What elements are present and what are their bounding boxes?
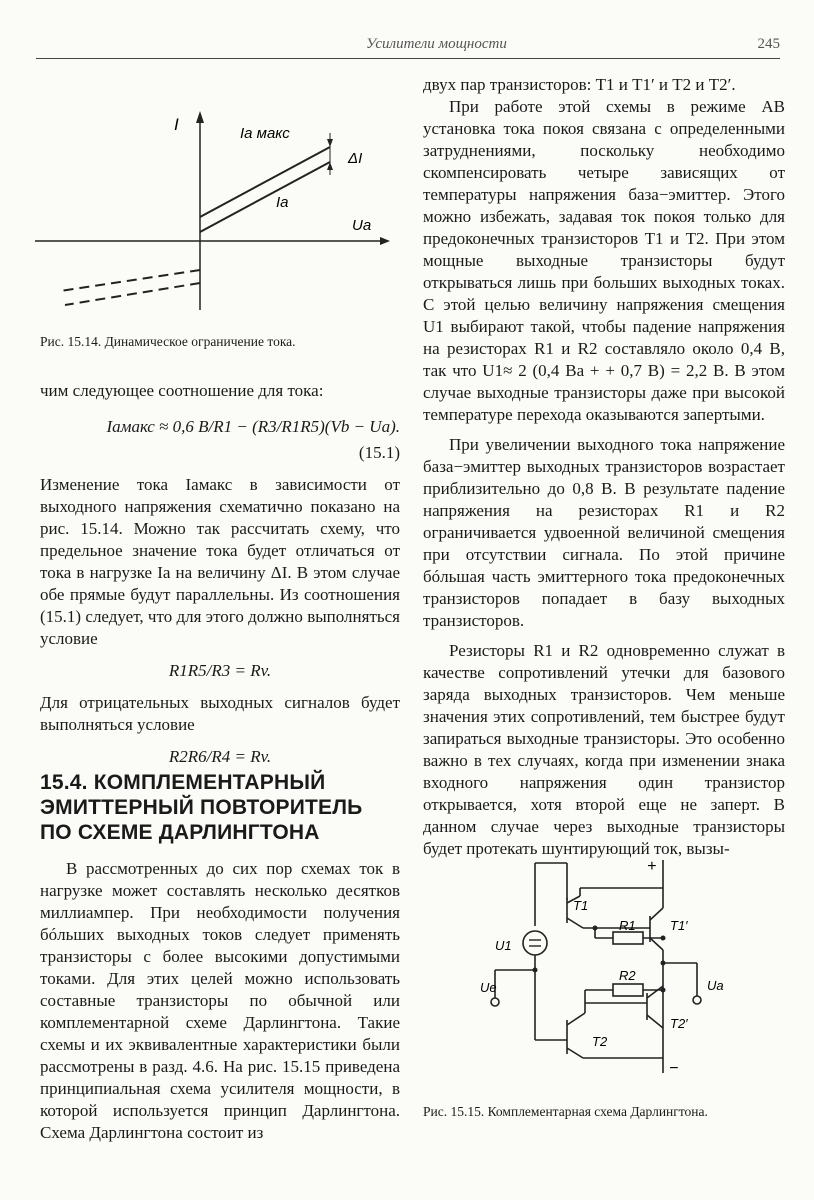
left-column-lower (40, 858, 400, 1144)
delta-arrow-top (327, 139, 333, 147)
r2-label: R2 (619, 968, 636, 983)
ia-label: Ia (276, 194, 289, 211)
ua-label: Ua (707, 978, 724, 993)
minus-label: − (669, 1060, 679, 1077)
paragraph: Резисторы R1 и R2 одновременно служат в качестве сопротивлений утечки для базового заряда выходных транзисторов. Чем меньше значения этих сопротивлений, тем быстрее будут запираться выходные транзисторы. Это особенно важно в тех случаях, когда при изменении знака входного напряжения один транзистор открывается, хотя второй еще не заперт. В данном случае через выходные транзисторы будет протекать шунтирующий ток, вызы- (423, 641, 785, 858)
page-header (36, 34, 780, 59)
t2-label: T2 (592, 1034, 608, 1049)
t1-prime-label: T1′ (670, 918, 688, 933)
r1-label: R1 (619, 918, 636, 933)
delta-label: ΔI (348, 150, 363, 167)
paragraph: чим следующее соотношение для тока: (40, 381, 324, 400)
figure-current-limit-graph (30, 105, 390, 315)
figure2-caption: Рис. 15.15. Комплементарная схема Дарлингтона. (423, 1104, 708, 1119)
paragraph: В рассмотренных до сих пор схемах ток в нагрузке может составлять несколько десятков миллиампер. При необходимости получения бóльших выходных токов следует применять транзисторы с более высокими допустимыми токами. Для этих целей можно использовать составные транзисторы по обычной или комплементарной схеме Дарлингтона. Такие схемы и их эквивалентные характеристики были рассмотрены в разд. 4.6. На рис. 15.15 приведена принципиальная схема усилителя мощности, в которой используется принцип Дарлингтона. Схема Дарлингтона состоит из (40, 859, 400, 1142)
y-axis-arrow (196, 111, 204, 123)
ia-line-solid (200, 162, 330, 232)
paragraph: При увеличении выходного тока напряжение база−эмиттер выходных транзисторов возрастает приблизительно до 0,8 В. В результате падение напряжения на резисторах R1 и R2 ограничивается удвоенной величиной смещения при отсутствии сигнала. По этой причине бóльшая часть эмиттерного тока предоконечных транзисторов попадает в базу выходных транзисторов. (423, 435, 785, 630)
x-axis-label: Ua (352, 217, 372, 234)
u1-label: U1 (495, 938, 512, 953)
paragraph: Изменение тока Iaмакс в зависимости от выходного напряжения схематично показано на рис. 15.14. Можно так рассчитать схему, что предельное значение тока будет отличаться от тока в нагрузке Ia на величину ΔI. В этом случае обе прямые будут параллельны. Из соотношения (15.1) следует, что для этого должно выполняться условие (40, 475, 400, 648)
t1-label: T1 (573, 898, 589, 913)
figure1-caption: Рис. 15.14. Динамическое ограничение тока. (40, 334, 296, 349)
page-number: 245 (757, 36, 780, 52)
running-title: Усилители мощности (366, 36, 507, 52)
i-max-line-solid (200, 147, 330, 217)
ue-label: Ue (480, 980, 497, 995)
figure-darlington-schematic (475, 858, 740, 1078)
formula-condition-2: R2R6/R4 = Rv. (168, 747, 272, 766)
plus-label: + (647, 858, 657, 875)
paragraph: Для отрицательных выходных сигналов будет выполняться условие (40, 693, 400, 734)
formula-condition-1: R1R5/R3 = Rv. (168, 661, 272, 680)
right-column (423, 74, 785, 860)
y-axis-label: I (174, 115, 179, 134)
paragraph: двух пар транзисторов: T1 и T1′ и T2 и T2′. (423, 75, 736, 94)
left-column (40, 380, 400, 768)
formula-number: (15.1) (358, 443, 400, 462)
formula-15-1: Iaмакс ≈ 0,6 В/R1 − (R3/R1R5)(Vb − Ua). (106, 417, 400, 436)
paragraph: При работе этой схемы в режиме АВ установка тока покоя связана с определенными затруднениями, поскольку необходимо скомпенсировать четыре зависящих от температуры напряжения база−эмиттер. Этого можно избежать, задавая ток покоя только для предоконечных транзисторов T1 и T2. При этом мощные выходные транзисторы будут открываться лишь при больших выходных токах. С этой целью величину напряжения смещения U1 выбирают такой, чтобы падение напряжения на резисторах R1 и R2 составляло около 0,4 В, так что U1≈ 2 (0,4 Ва + + 0,7 В) = 2,2 В. В этом случае выходные транзисторы даже при высокой температуре перехода оказываются запертыми. (423, 97, 785, 424)
x-axis-arrow (380, 237, 390, 245)
t2-prime-label: T2′ (670, 1016, 688, 1031)
i-max-label: Ia макс (240, 125, 290, 142)
i-max-line-dashed (60, 270, 200, 291)
section-heading: 15.4. КОМПЛЕМЕНТАРНЫЙ ЭМИТТЕРНЫЙ ПОВТОРИТЕЛЬ ПО СХЕМЕ ДАРЛИНГТОНА (40, 771, 363, 844)
